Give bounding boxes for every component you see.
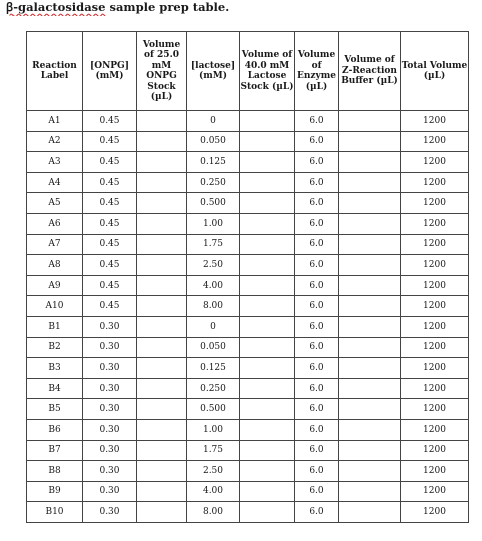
cell-reaction-label: B10 [27,502,83,523]
cell-onpg-stock-volume [137,399,187,420]
cell-onpg-concentration: 0.45 [83,213,137,234]
cell-onpg-stock-volume [137,234,187,255]
cell-buffer-volume [339,255,401,276]
cell-buffer-volume [339,131,401,152]
cell-enzyme-volume: 6.0 [295,213,339,234]
cell-enzyme-volume: 6.0 [295,502,339,523]
table-row [27,172,469,193]
cell-buffer-volume [339,111,401,132]
cell-onpg-concentration: 0.45 [83,152,137,173]
sample-prep-table [26,31,469,523]
cell-enzyme-volume: 6.0 [295,399,339,420]
cell-onpg-stock-volume [137,213,187,234]
cell-lactose-stock-volume [240,337,295,358]
cell-onpg-concentration: 0.45 [83,234,137,255]
cell-enzyme-volume: 6.0 [295,152,339,173]
cell-enzyme-volume: 6.0 [295,255,339,276]
cell-lactose-stock-volume [240,481,295,502]
cell-onpg-stock-volume [137,337,187,358]
cell-lactose-concentration: 0 [187,316,240,337]
cell-total-volume: 1200 [401,481,469,502]
cell-buffer-volume [339,358,401,379]
cell-buffer-volume [339,399,401,420]
cell-reaction-label: B1 [27,316,83,337]
cell-total-volume: 1200 [401,337,469,358]
cell-reaction-label: A9 [27,275,83,296]
table-row [27,461,469,482]
cell-reaction-label: B4 [27,378,83,399]
cell-total-volume: 1200 [401,316,469,337]
table-row [27,275,469,296]
cell-reaction-label: B9 [27,481,83,502]
cell-lactose-stock-volume [240,419,295,440]
cell-total-volume: 1200 [401,358,469,379]
cell-onpg-stock-volume [137,440,187,461]
cell-onpg-stock-volume [137,419,187,440]
cell-enzyme-volume: 6.0 [295,378,339,399]
cell-lactose-concentration: 0.250 [187,378,240,399]
header-enzyme-volume: Volume of Enzyme (µL) [295,32,339,111]
cell-reaction-label: A1 [27,111,83,132]
cell-onpg-stock-volume [137,358,187,379]
cell-lactose-stock-volume [240,296,295,317]
header-reaction-label: Reaction Label [27,32,83,111]
cell-lactose-stock-volume [240,172,295,193]
cell-lactose-stock-volume [240,193,295,214]
cell-onpg-concentration: 0.45 [83,111,137,132]
table-row [27,399,469,420]
cell-reaction-label: B3 [27,358,83,379]
cell-onpg-concentration: 0.45 [83,131,137,152]
cell-total-volume: 1200 [401,193,469,214]
cell-lactose-concentration: 1.75 [187,440,240,461]
cell-total-volume: 1200 [401,172,469,193]
cell-buffer-volume [339,337,401,358]
cell-enzyme-volume: 6.0 [295,131,339,152]
cell-reaction-label: B6 [27,419,83,440]
cell-total-volume: 1200 [401,152,469,173]
header-buffer-volume: Volume of Z-Reaction Buffer (µL) [339,32,401,111]
cell-buffer-volume [339,213,401,234]
cell-onpg-concentration: 0.30 [83,399,137,420]
cell-lactose-concentration: 0.125 [187,358,240,379]
cell-buffer-volume [339,234,401,255]
header-onpg-stock-volume: Volume of 25.0 mM ONPG Stock (µL) [137,32,187,111]
cell-total-volume: 1200 [401,419,469,440]
cell-lactose-concentration: 8.00 [187,296,240,317]
cell-enzyme-volume: 6.0 [295,193,339,214]
cell-reaction-label: A7 [27,234,83,255]
cell-onpg-concentration: 0.30 [83,440,137,461]
caption-rest: sample prep table. [105,0,230,14]
cell-onpg-stock-volume [137,255,187,276]
cell-onpg-stock-volume [137,502,187,523]
cell-lactose-stock-volume [240,461,295,482]
table-row [27,337,469,358]
cell-buffer-volume [339,481,401,502]
cell-enzyme-volume: 6.0 [295,337,339,358]
cell-enzyme-volume: 6.0 [295,481,339,502]
header-row [27,32,469,111]
cell-enzyme-volume: 6.0 [295,172,339,193]
cell-total-volume: 1200 [401,111,469,132]
cell-enzyme-volume: 6.0 [295,111,339,132]
cell-enzyme-volume: 6.0 [295,461,339,482]
cell-buffer-volume [339,152,401,173]
table-row [27,213,469,234]
cell-lactose-stock-volume [240,502,295,523]
table-row [27,502,469,523]
cell-total-volume: 1200 [401,255,469,276]
table-row [27,316,469,337]
cell-total-volume: 1200 [401,461,469,482]
cell-onpg-concentration: 0.45 [83,275,137,296]
cell-buffer-volume [339,172,401,193]
cell-lactose-stock-volume [240,378,295,399]
cell-buffer-volume [339,275,401,296]
cell-total-volume: 1200 [401,296,469,317]
cell-onpg-stock-volume [137,481,187,502]
cell-onpg-concentration: 0.30 [83,419,137,440]
cell-enzyme-volume: 6.0 [295,296,339,317]
cell-reaction-label: B8 [27,461,83,482]
table-body [27,111,469,523]
header-total-volume: Total Volume (µL) [401,32,469,111]
cell-reaction-label: A4 [27,172,83,193]
cell-onpg-stock-volume [137,316,187,337]
cell-lactose-stock-volume [240,213,295,234]
cell-onpg-concentration: 0.30 [83,502,137,523]
table-row [27,255,469,276]
cell-total-volume: 1200 [401,131,469,152]
cell-total-volume: 1200 [401,213,469,234]
cell-onpg-concentration: 0.30 [83,337,137,358]
table-row [27,234,469,255]
cell-lactose-stock-volume [240,131,295,152]
cell-total-volume: 1200 [401,275,469,296]
table-row [27,419,469,440]
cell-lactose-stock-volume [240,440,295,461]
beta-symbol: ꞵ [6,0,14,14]
cell-onpg-stock-volume [137,172,187,193]
cell-onpg-concentration: 0.45 [83,255,137,276]
cell-onpg-stock-volume [137,461,187,482]
cell-lactose-stock-volume [240,152,295,173]
header-onpg-concentration: [ONPG] (mM) [83,32,137,111]
cell-lactose-concentration: 0.500 [187,193,240,214]
cell-lactose-stock-volume [240,399,295,420]
cell-buffer-volume [339,461,401,482]
table-row [27,131,469,152]
cell-lactose-concentration: 0.500 [187,399,240,420]
cell-lactose-concentration: 4.00 [187,275,240,296]
cell-lactose-stock-volume [240,316,295,337]
cell-lactose-stock-volume [240,255,295,276]
cell-enzyme-volume: 6.0 [295,275,339,296]
cell-buffer-volume [339,419,401,440]
cell-onpg-stock-volume [137,193,187,214]
header-lactose-stock-volume: Volume of 40.0 mM Lactose Stock (µL) [240,32,295,111]
cell-buffer-volume [339,296,401,317]
cell-lactose-stock-volume [240,275,295,296]
cell-lactose-concentration: 1.75 [187,234,240,255]
table-row [27,481,469,502]
cell-onpg-concentration: 0.45 [83,172,137,193]
cell-total-volume: 1200 [401,440,469,461]
cell-reaction-label: A8 [27,255,83,276]
cell-buffer-volume [339,378,401,399]
table-caption [6,0,229,16]
cell-lactose-concentration: 0 [187,111,240,132]
cell-total-volume: 1200 [401,399,469,420]
cell-lactose-concentration: 0.125 [187,152,240,173]
cell-lactose-stock-volume [240,234,295,255]
cell-total-volume: 1200 [401,378,469,399]
cell-lactose-concentration: 1.00 [187,213,240,234]
cell-onpg-concentration: 0.30 [83,461,137,482]
cell-onpg-concentration: 0.30 [83,316,137,337]
cell-onpg-stock-volume [137,131,187,152]
cell-reaction-label: B7 [27,440,83,461]
cell-reaction-label: A10 [27,296,83,317]
cell-onpg-concentration: 0.30 [83,378,137,399]
cell-onpg-concentration: 0.45 [83,296,137,317]
table-row [27,193,469,214]
cell-lactose-concentration: 0.250 [187,172,240,193]
cell-buffer-volume [339,193,401,214]
cell-onpg-stock-volume [137,275,187,296]
table-row [27,378,469,399]
table-row [27,440,469,461]
cell-lactose-concentration: 2.50 [187,461,240,482]
cell-lactose-concentration: 2.50 [187,255,240,276]
cell-lactose-concentration: 4.00 [187,481,240,502]
cell-enzyme-volume: 6.0 [295,358,339,379]
cell-enzyme-volume: 6.0 [295,440,339,461]
cell-reaction-label: A5 [27,193,83,214]
cell-reaction-label: B2 [27,337,83,358]
header-lactose-concentration: [lactose] (mM) [187,32,240,111]
cell-onpg-concentration: 0.30 [83,358,137,379]
table-row [27,111,469,132]
cell-lactose-concentration: 8.00 [187,502,240,523]
cell-reaction-label: B5 [27,399,83,420]
cell-reaction-label: A2 [27,131,83,152]
table-row [27,358,469,379]
cell-enzyme-volume: 6.0 [295,234,339,255]
cell-buffer-volume [339,316,401,337]
cell-lactose-stock-volume [240,358,295,379]
table-row [27,152,469,173]
cell-enzyme-volume: 6.0 [295,316,339,337]
cell-reaction-label: A6 [27,213,83,234]
cell-total-volume: 1200 [401,234,469,255]
cell-onpg-concentration: 0.30 [83,481,137,502]
cell-lactose-stock-volume [240,111,295,132]
cell-onpg-concentration: 0.45 [83,193,137,214]
cell-onpg-stock-volume [137,378,187,399]
cell-enzyme-volume: 6.0 [295,419,339,440]
table-row [27,296,469,317]
cell-onpg-stock-volume [137,296,187,317]
cell-onpg-stock-volume [137,152,187,173]
cell-lactose-concentration: 0.050 [187,337,240,358]
cell-lactose-concentration: 1.00 [187,419,240,440]
cell-lactose-concentration: 0.050 [187,131,240,152]
cell-total-volume: 1200 [401,502,469,523]
cell-buffer-volume [339,440,401,461]
caption-enzyme-name: -galactosidase [13,0,106,14]
cell-reaction-label: A3 [27,152,83,173]
cell-onpg-stock-volume [137,111,187,132]
cell-buffer-volume [339,502,401,523]
